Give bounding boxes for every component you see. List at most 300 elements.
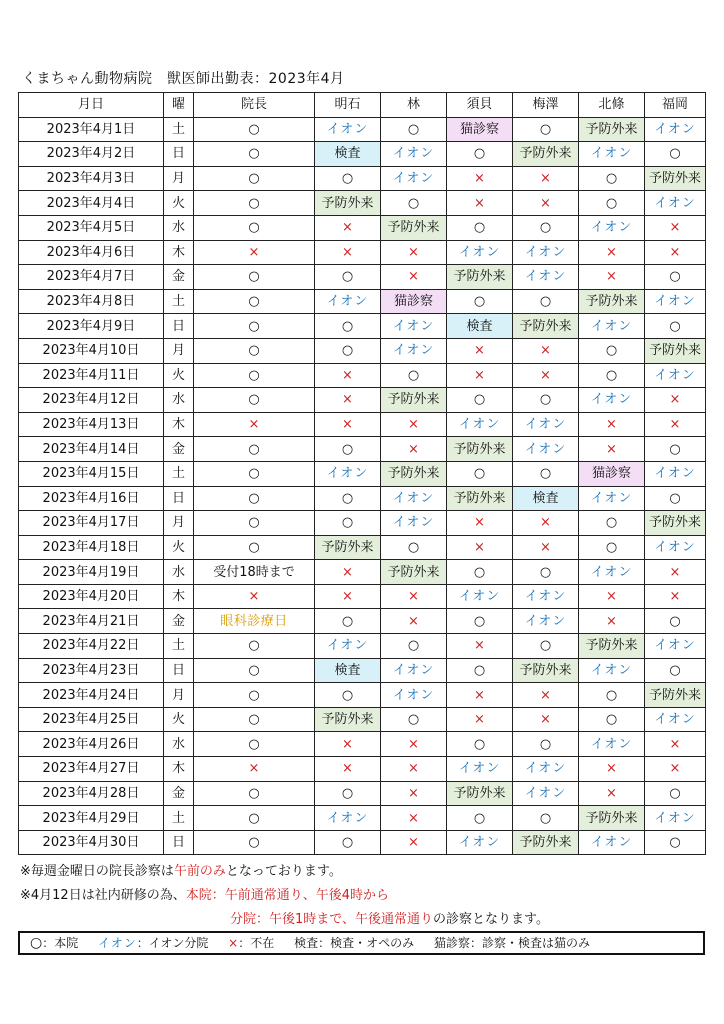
cell-fukuoka: イオン	[645, 535, 706, 560]
cell-date: 2023年4月23日	[19, 658, 164, 683]
cell-director: ○	[194, 191, 315, 216]
cell-sugai: ○	[447, 806, 513, 831]
cell-sugai: ×	[447, 511, 513, 536]
cell-umezawa: ○	[513, 289, 579, 314]
cell-fukuoka: ○	[645, 830, 706, 855]
note-friday-text: ※毎週金曜日の院長診察は	[20, 864, 174, 879]
cell-fukuoka: ×	[645, 388, 706, 413]
cell-fukuoka: ○	[645, 142, 706, 167]
cell-fukuoka: ○	[645, 609, 706, 634]
cell-hayashi: 猫診察	[381, 289, 447, 314]
cell-date: 2023年4月21日	[19, 609, 164, 634]
cell-director: ○	[194, 215, 315, 240]
cell-hayashi: イオン	[381, 142, 447, 167]
cell-director: ○	[194, 806, 315, 831]
cell-director: ○	[194, 486, 315, 511]
cell-weekday: 土	[164, 289, 194, 314]
legend-item-exam: 検査：検査・オペのみ	[294, 936, 415, 950]
cell-weekday: 木	[164, 584, 194, 609]
cell-hojo: ○	[579, 363, 645, 388]
cell-hojo: ○	[579, 511, 645, 536]
cell-akashi: 検査	[315, 142, 381, 167]
header-weekday: 曜	[164, 93, 194, 118]
cell-fukuoka: ○	[645, 437, 706, 462]
cell-weekday: 土	[164, 461, 194, 486]
cell-akashi: ○	[315, 830, 381, 855]
note-training-branch-tail: の診察となります。	[433, 912, 549, 927]
note-friday-highlight: 午前のみ	[173, 864, 226, 879]
cell-umezawa: ×	[513, 511, 579, 536]
cell-director: ○	[194, 535, 315, 560]
cell-umezawa: ○	[513, 732, 579, 757]
header-director: 院長	[194, 93, 315, 118]
cell-fukuoka: イオン	[645, 806, 706, 831]
cell-date: 2023年4月26日	[19, 732, 164, 757]
cell-sugai: ×	[447, 683, 513, 708]
cell-hayashi: ○	[381, 191, 447, 216]
cell-hayashi: イオン	[381, 338, 447, 363]
cell-weekday: 月	[164, 511, 194, 536]
cell-hayashi: ○	[381, 634, 447, 659]
cell-umezawa: ○	[513, 215, 579, 240]
cell-weekday: 水	[164, 215, 194, 240]
cell-hojo: ×	[579, 265, 645, 290]
cell-umezawa: イオン	[513, 240, 579, 265]
cell-umezawa: ○	[513, 117, 579, 142]
cell-date: 2023年4月27日	[19, 757, 164, 782]
cell-akashi: ○	[315, 609, 381, 634]
cell-hayashi: 予防外来	[381, 388, 447, 413]
cell-fukuoka: ○	[645, 314, 706, 339]
cell-director: ×	[194, 584, 315, 609]
cell-hayashi: イオン	[381, 314, 447, 339]
cell-hayashi: イオン	[381, 511, 447, 536]
cell-hojo: 猫診察	[579, 461, 645, 486]
cell-sugai: イオン	[447, 584, 513, 609]
cell-umezawa: イオン	[513, 437, 579, 462]
cell-hojo: 予防外来	[579, 806, 645, 831]
cell-hayashi: ×	[381, 584, 447, 609]
cell-hojo: ×	[579, 412, 645, 437]
cell-weekday: 月	[164, 683, 194, 708]
cell-date: 2023年4月2日	[19, 142, 164, 167]
cell-fukuoka: ×	[645, 215, 706, 240]
cell-hayashi: ×	[381, 265, 447, 290]
cell-fukuoka: イオン	[645, 461, 706, 486]
cell-hayashi: 予防外来	[381, 560, 447, 585]
cell-fukuoka: 予防外来	[645, 338, 706, 363]
cell-sugai: ○	[447, 289, 513, 314]
cell-akashi: ×	[315, 388, 381, 413]
cell-sugai: イオン	[447, 412, 513, 437]
cell-fukuoka: ×	[645, 732, 706, 757]
legend-item-cat-exam: 猫診察：診察・検査は猫のみ	[433, 936, 590, 950]
notes	[20, 860, 549, 932]
table-row	[19, 338, 706, 363]
cell-hayashi: ×	[381, 412, 447, 437]
cell-hojo: ×	[579, 609, 645, 634]
cell-sugai: ×	[447, 338, 513, 363]
cell-fukuoka: 予防外来	[645, 511, 706, 536]
table-row	[19, 166, 706, 191]
cell-fukuoka: 予防外来	[645, 683, 706, 708]
cell-hojo: ○	[579, 191, 645, 216]
cell-director: ○	[194, 314, 315, 339]
cell-weekday: 火	[164, 191, 194, 216]
header-date: 月日	[19, 93, 164, 118]
cell-director: ○	[194, 166, 315, 191]
cell-hayashi: イオン	[381, 658, 447, 683]
cell-hayashi: ×	[381, 240, 447, 265]
cell-fukuoka: イオン	[645, 117, 706, 142]
table-row	[19, 412, 706, 437]
note-training-branch-hours: 分院：午後1時まで、午後通常通り	[230, 912, 434, 927]
cell-director: ○	[194, 289, 315, 314]
cell-date: 2023年4月22日	[19, 634, 164, 659]
cell-hojo: 予防外来	[579, 634, 645, 659]
cell-umezawa: ○	[513, 388, 579, 413]
cell-weekday: 月	[164, 338, 194, 363]
legend-item-aeon-branch: イオン：イオン分院	[98, 936, 209, 950]
cell-hayashi: ×	[381, 609, 447, 634]
cell-weekday: 土	[164, 634, 194, 659]
cell-akashi: ×	[315, 215, 381, 240]
cell-sugai: ○	[447, 609, 513, 634]
table-row	[19, 191, 706, 216]
table-row	[19, 535, 706, 560]
cell-hayashi: ×	[381, 757, 447, 782]
cell-sugai: ○	[447, 732, 513, 757]
cell-date: 2023年4月13日	[19, 412, 164, 437]
cell-umezawa: ×	[513, 338, 579, 363]
table-row	[19, 215, 706, 240]
table-row	[19, 437, 706, 462]
cell-akashi: ×	[315, 732, 381, 757]
note-training-branch	[20, 908, 549, 932]
cell-hojo: イオン	[579, 142, 645, 167]
cell-hayashi: ○	[381, 535, 447, 560]
cell-akashi: 検査	[315, 658, 381, 683]
cell-umezawa: ×	[513, 535, 579, 560]
table-row	[19, 683, 706, 708]
cell-hayashi: ○	[381, 707, 447, 732]
cell-director: ○	[194, 781, 315, 806]
schedule-table	[18, 92, 706, 855]
cell-weekday: 月	[164, 166, 194, 191]
cell-akashi: ×	[315, 363, 381, 388]
table-row	[19, 634, 706, 659]
cell-sugai: ×	[447, 707, 513, 732]
cell-umezawa: イオン	[513, 265, 579, 290]
cell-umezawa: イオン	[513, 609, 579, 634]
cell-date: 2023年4月29日	[19, 806, 164, 831]
cell-date: 2023年4月6日	[19, 240, 164, 265]
cell-hojo: 予防外来	[579, 117, 645, 142]
header-hojo: 北條	[579, 93, 645, 118]
cell-date: 2023年4月3日	[19, 166, 164, 191]
cell-hayashi: ×	[381, 732, 447, 757]
cell-weekday: 金	[164, 265, 194, 290]
cell-sugai: イオン	[447, 240, 513, 265]
cell-akashi: ×	[315, 584, 381, 609]
cell-akashi: イオン	[315, 461, 381, 486]
cell-director: ○	[194, 732, 315, 757]
cell-director: ○	[194, 683, 315, 708]
cell-umezawa: イオン	[513, 584, 579, 609]
cell-fukuoka: ×	[645, 412, 706, 437]
cell-hayashi: ×	[381, 830, 447, 855]
table-row	[19, 265, 706, 290]
cell-hayashi: イオン	[381, 486, 447, 511]
cell-date: 2023年4月1日	[19, 117, 164, 142]
cell-hojo: ○	[579, 707, 645, 732]
cell-akashi: イオン	[315, 289, 381, 314]
table-row	[19, 658, 706, 683]
cell-akashi: ○	[315, 683, 381, 708]
cell-hayashi: イオン	[381, 683, 447, 708]
cell-fukuoka: ×	[645, 560, 706, 585]
cell-date: 2023年4月15日	[19, 461, 164, 486]
cell-director: ○	[194, 265, 315, 290]
cell-hojo: ×	[579, 584, 645, 609]
cell-date: 2023年4月25日	[19, 707, 164, 732]
cell-umezawa: ○	[513, 560, 579, 585]
cell-weekday: 土	[164, 117, 194, 142]
table-row	[19, 732, 706, 757]
cell-sugai: ×	[447, 191, 513, 216]
cell-sugai: ×	[447, 363, 513, 388]
cell-fukuoka: ○	[645, 265, 706, 290]
cell-date: 2023年4月28日	[19, 781, 164, 806]
cell-fukuoka: イオン	[645, 707, 706, 732]
table-row	[19, 830, 706, 855]
cell-weekday: 水	[164, 388, 194, 413]
cell-sugai: ○	[447, 461, 513, 486]
cell-umezawa: ×	[513, 191, 579, 216]
table-row	[19, 584, 706, 609]
header-umezawa: 梅澤	[513, 93, 579, 118]
table-row	[19, 117, 706, 142]
cell-fukuoka: イオン	[645, 363, 706, 388]
cell-director: ×	[194, 240, 315, 265]
cell-akashi: ×	[315, 560, 381, 585]
header-row	[19, 93, 706, 118]
cell-hojo: ×	[579, 781, 645, 806]
cell-sugai: ○	[447, 388, 513, 413]
table-row	[19, 461, 706, 486]
table-row	[19, 806, 706, 831]
cell-hayashi: ×	[381, 781, 447, 806]
cell-weekday: 日	[164, 486, 194, 511]
cell-date: 2023年4月5日	[19, 215, 164, 240]
cell-director: 眼科診療日	[194, 609, 315, 634]
cell-hayashi: ×	[381, 437, 447, 462]
cell-date: 2023年4月20日	[19, 584, 164, 609]
cell-hayashi: イオン	[381, 166, 447, 191]
cell-umezawa: ×	[513, 707, 579, 732]
cell-akashi: ○	[315, 166, 381, 191]
cell-sugai: 検査	[447, 314, 513, 339]
header-sugai: 須貝	[447, 93, 513, 118]
cell-sugai: 予防外来	[447, 437, 513, 462]
cell-hojo: イオン	[579, 830, 645, 855]
cell-sugai: ○	[447, 560, 513, 585]
header-hayashi: 林	[381, 93, 447, 118]
cell-weekday: 火	[164, 707, 194, 732]
cell-sugai: ×	[447, 634, 513, 659]
cell-weekday: 木	[164, 757, 194, 782]
cell-director: ○	[194, 117, 315, 142]
cell-date: 2023年4月7日	[19, 265, 164, 290]
cell-hayashi: ○	[381, 363, 447, 388]
cell-director: ○	[194, 461, 315, 486]
page-title: くまちゃん動物病院 獣医師出勤表：2023年4月	[22, 71, 345, 87]
note-training-main: 本院：午前通常通り、午後4時から	[185, 888, 389, 903]
cell-hojo: イオン	[579, 314, 645, 339]
cell-sugai: ○	[447, 142, 513, 167]
cell-fukuoka: ×	[645, 584, 706, 609]
cell-weekday: 日	[164, 314, 194, 339]
table-row	[19, 757, 706, 782]
cell-umezawa: ○	[513, 806, 579, 831]
cell-fukuoka: ○	[645, 781, 706, 806]
table-row	[19, 388, 706, 413]
cell-weekday: 水	[164, 732, 194, 757]
cell-hojo: ×	[579, 437, 645, 462]
cell-date: 2023年4月18日	[19, 535, 164, 560]
cell-fukuoka: ×	[645, 757, 706, 782]
cell-sugai: 予防外来	[447, 781, 513, 806]
note-training	[20, 884, 549, 908]
cell-director: ×	[194, 757, 315, 782]
cell-akashi: ×	[315, 240, 381, 265]
cell-akashi: ○	[315, 338, 381, 363]
header-akashi: 明石	[315, 93, 381, 118]
cell-sugai: 猫診察	[447, 117, 513, 142]
legend-item-main-hospital: ○：本院	[30, 935, 79, 951]
cell-umezawa: ×	[513, 166, 579, 191]
table-row	[19, 707, 706, 732]
cell-umezawa: イオン	[513, 412, 579, 437]
cell-umezawa: 予防外来	[513, 142, 579, 167]
cell-sugai: ×	[447, 535, 513, 560]
cell-hojo: ×	[579, 240, 645, 265]
cell-akashi: ○	[315, 437, 381, 462]
cell-akashi: ×	[315, 757, 381, 782]
cell-fukuoka: イオン	[645, 191, 706, 216]
cell-director: ○	[194, 142, 315, 167]
cell-date: 2023年4月8日	[19, 289, 164, 314]
table-row	[19, 363, 706, 388]
table-row	[19, 781, 706, 806]
cell-hojo: イオン	[579, 658, 645, 683]
cell-umezawa: ○	[513, 634, 579, 659]
cell-weekday: 火	[164, 363, 194, 388]
cell-hojo: イオン	[579, 215, 645, 240]
cell-date: 2023年4月4日	[19, 191, 164, 216]
cell-director: ○	[194, 437, 315, 462]
table-row	[19, 609, 706, 634]
cell-weekday: 日	[164, 830, 194, 855]
cell-weekday: 金	[164, 781, 194, 806]
note-friday	[20, 860, 549, 884]
cell-director: ○	[194, 634, 315, 659]
cell-fukuoka: ○	[645, 486, 706, 511]
legend-item-absent: ×：不在	[228, 936, 275, 950]
table-row	[19, 486, 706, 511]
cell-fukuoka: ×	[645, 240, 706, 265]
cell-umezawa: イオン	[513, 781, 579, 806]
cell-date: 2023年4月12日	[19, 388, 164, 413]
cell-akashi: 予防外来	[315, 191, 381, 216]
table-row	[19, 560, 706, 585]
cell-umezawa: 検査	[513, 486, 579, 511]
cell-date: 2023年4月10日	[19, 338, 164, 363]
cell-umezawa: 予防外来	[513, 314, 579, 339]
cell-hayashi: ○	[381, 117, 447, 142]
cell-hojo: イオン	[579, 486, 645, 511]
cell-fukuoka: ○	[645, 658, 706, 683]
cell-director: ○	[194, 707, 315, 732]
cell-weekday: 火	[164, 535, 194, 560]
cell-date: 2023年4月24日	[19, 683, 164, 708]
cell-director: ○	[194, 363, 315, 388]
table-row	[19, 240, 706, 265]
cell-umezawa: 予防外来	[513, 658, 579, 683]
legend	[18, 931, 705, 955]
cell-sugai: イオン	[447, 757, 513, 782]
cell-hayashi: 予防外来	[381, 461, 447, 486]
cell-weekday: 金	[164, 609, 194, 634]
cell-date: 2023年4月11日	[19, 363, 164, 388]
cell-akashi: ○	[315, 486, 381, 511]
cell-hojo: ×	[579, 757, 645, 782]
table-row	[19, 289, 706, 314]
cell-akashi: ×	[315, 412, 381, 437]
cell-hojo: イオン	[579, 388, 645, 413]
cell-weekday: 木	[164, 240, 194, 265]
table-row	[19, 142, 706, 167]
cell-umezawa: ×	[513, 683, 579, 708]
cell-director: ○	[194, 658, 315, 683]
cell-umezawa: イオン	[513, 757, 579, 782]
cell-date: 2023年4月9日	[19, 314, 164, 339]
cell-akashi: 予防外来	[315, 707, 381, 732]
cell-akashi: イオン	[315, 117, 381, 142]
table-row	[19, 314, 706, 339]
cell-hojo: ○	[579, 166, 645, 191]
cell-director: ○	[194, 388, 315, 413]
cell-hojo: 予防外来	[579, 289, 645, 314]
cell-fukuoka: 予防外来	[645, 166, 706, 191]
cell-sugai: ○	[447, 215, 513, 240]
cell-hayashi: 予防外来	[381, 215, 447, 240]
cell-akashi: イオン	[315, 806, 381, 831]
cell-director: ○	[194, 338, 315, 363]
cell-director: ○	[194, 511, 315, 536]
table-row	[19, 511, 706, 536]
cell-date: 2023年4月14日	[19, 437, 164, 462]
cell-weekday: 日	[164, 142, 194, 167]
cell-date: 2023年4月30日	[19, 830, 164, 855]
cell-umezawa: ×	[513, 363, 579, 388]
cell-sugai: ×	[447, 166, 513, 191]
header-fukuoka: 福岡	[645, 93, 706, 118]
cell-sugai: 予防外来	[447, 265, 513, 290]
cell-akashi: 予防外来	[315, 535, 381, 560]
cell-akashi: イオン	[315, 634, 381, 659]
cell-weekday: 日	[164, 658, 194, 683]
